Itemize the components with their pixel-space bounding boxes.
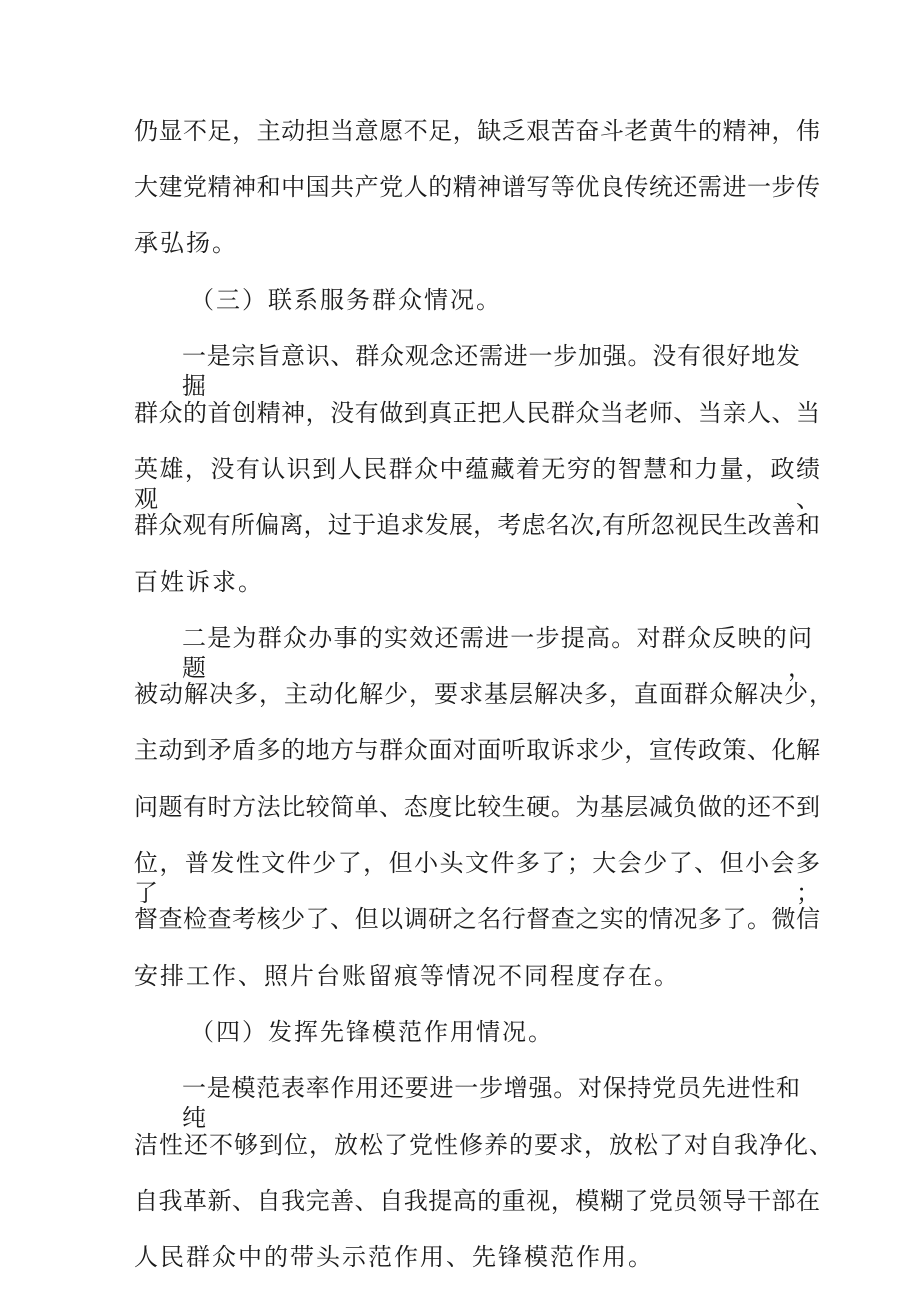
text-line: 仍显不足，主动担当意愿不足，缺乏艰苦奋斗老黄牛的精神，伟: [134, 117, 820, 145]
text-line: 主动到矛盾多的地方与群众面对面听取诉求少，宣传政策、化解: [134, 736, 820, 764]
text-line: 自我革新、自我完善、自我提高的重视，模糊了党员领导干部在: [134, 1187, 820, 1215]
text-line: 群众的首创精神，没有做到真正把人民群众当老师、当亲人、当: [134, 399, 820, 427]
text-line: 英雄，没有认识到人民群众中蕴藏着无穷的智慧和力量，政绩观、: [134, 455, 820, 513]
text-line: 问题有时方法比较简单、态度比较生硬。为基层减负做的还不到: [134, 793, 820, 821]
text-line: 承弘扬。: [134, 229, 238, 257]
paragraph-first-line: 一是宗旨意识、群众观念还需进一步加强。没有很好地发掘: [182, 342, 800, 400]
text-line: 群众观有所偏离，过于追求发展，考虑名次,有所忽视民生改善和: [134, 511, 820, 539]
section-heading: （三）联系服务群众情况。: [190, 286, 502, 314]
text-line: 洁性还不够到位，放松了党性修养的要求，放松了对自我净化、: [134, 1131, 834, 1159]
text-line: 督查检查考核少了、但以调研之名行督查之实的情况多了。微信: [134, 905, 820, 933]
paragraph-first-line: 一是模范表率作用还要进一步增强。对保持党员先进性和纯: [182, 1074, 800, 1132]
text-line: 百姓诉求。: [134, 568, 264, 596]
text-line: 安排工作、照片台账留痕等情况不同程度存在。: [134, 962, 680, 990]
paragraph-first-line: 二是为群众办事的实效还需进一步提高。对群众反映的问题，: [182, 624, 812, 682]
text-line: 人民群众中的带头示范作用、先锋模范作用。: [134, 1243, 654, 1271]
section-heading: （四）发挥先锋模范作用情况。: [190, 1018, 554, 1046]
text-line: 被动解决多，主动化解少，要求基层解决多，直面群众解决少，: [134, 680, 834, 708]
text-line: 大建党精神和中国共产党人的精神谱写等优良传统还需进一步传: [134, 173, 820, 201]
text-line: 位，普发性文件少了，但小头文件多了；大会少了、但小会多了；: [134, 849, 820, 907]
